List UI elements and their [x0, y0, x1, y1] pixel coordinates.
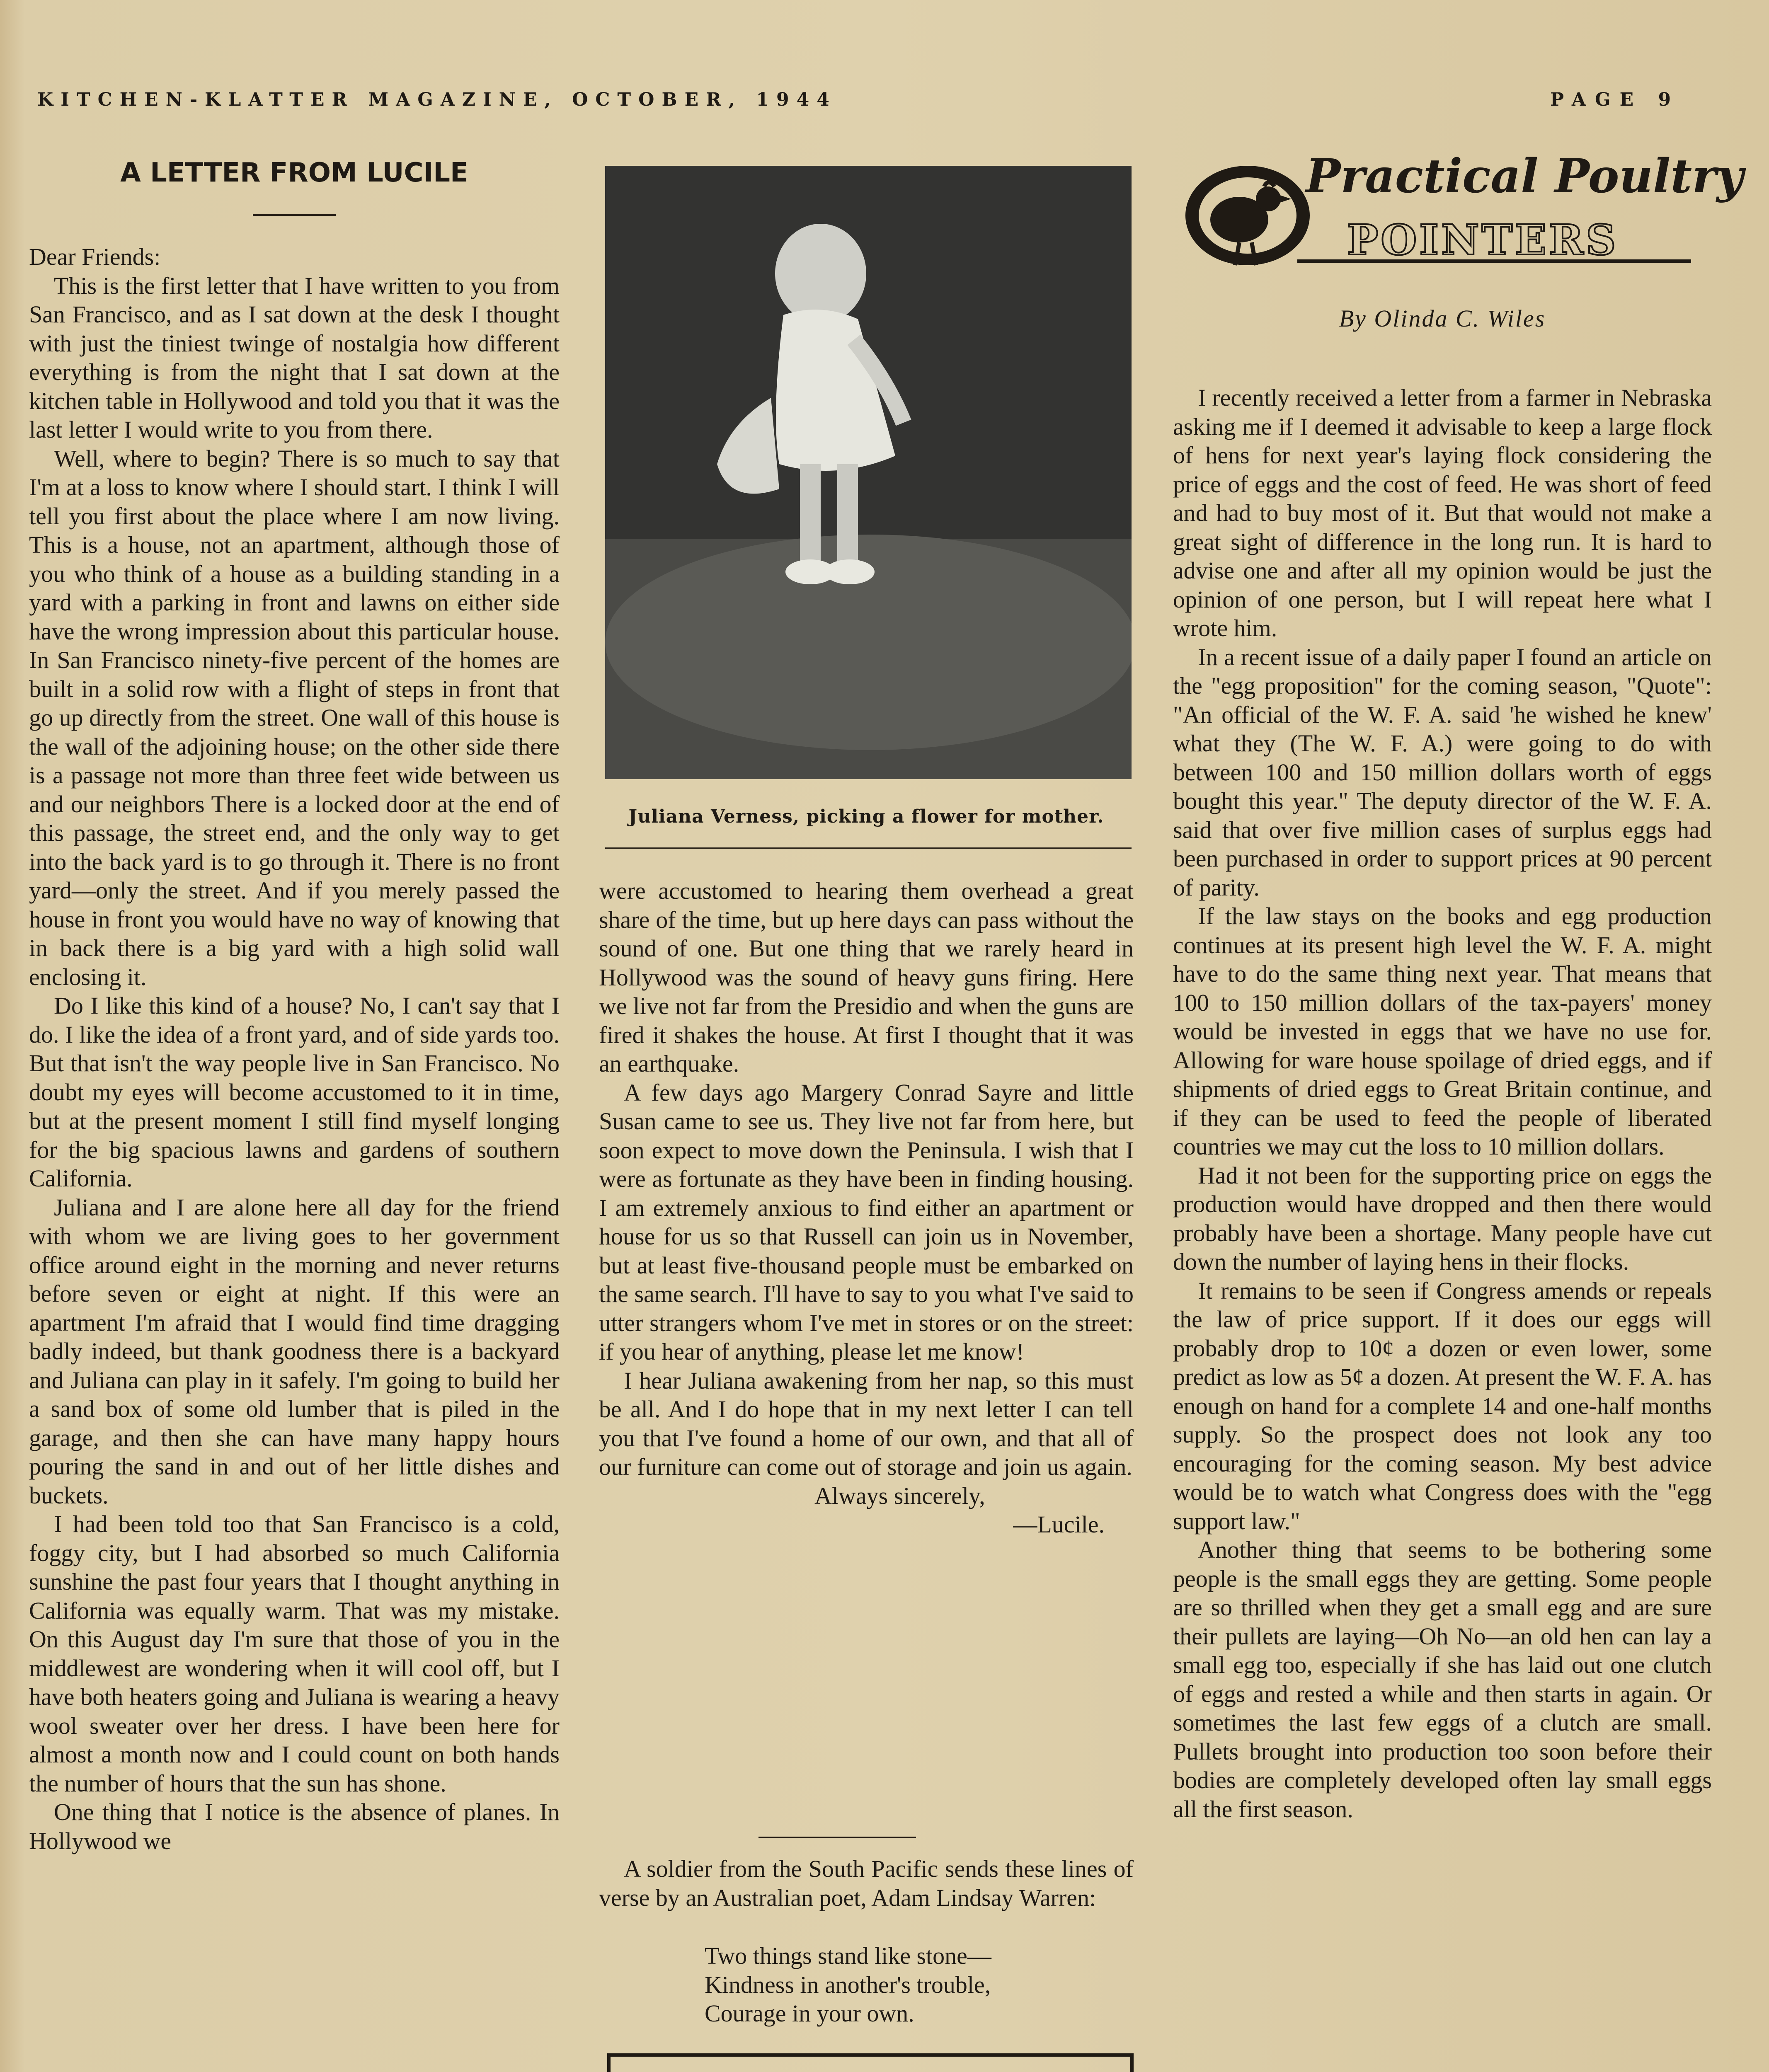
logo-line-2: POINTERS — [1347, 215, 1619, 264]
verse-lines — [705, 1941, 1161, 2028]
photo-caption: Juliana Verness, picking a flower for mother. — [628, 806, 1104, 827]
logo-line-1: Practical Poultry — [1306, 149, 1744, 203]
letter-paragraph: One thing that I notice is the absence of planes. In Hollywood we — [29, 1798, 560, 1854]
letter-paragraph: I had been told too that San Francisco is a cold, foggy city, but I had absorbed so much California sunshine the past four years that I thought anything in California was equally warm. That was my mistake. On this August day I'm sure that those of you in the middlewest are wondering when it will cool off, but I have both heaters going and Juliana is wearing a heavy wool sweater over her dress. I have been here for almost a month now and I could count on both hands the number of hours that the sun has shone. — [29, 1510, 560, 1797]
poultry-column — [1173, 383, 1712, 1823]
letter-paragraph: This is the first letter that I have written to you from San Francisco, and as I sat down at the desk I thought with just the tiniest twinge of nostalgia how different everything is from the night that I sat down at the kitchen table in Hollywood and told you that it was the last letter I would write to you from there. — [29, 272, 560, 443]
title-rule — [253, 214, 336, 216]
letter-closing: Always sincerely, — [814, 1482, 985, 1509]
child-photo-illustration — [605, 166, 1132, 779]
letter-greeting: Dear Friends: — [29, 243, 161, 270]
letter-paragraph: Do I like this kind of a house? No, I can't say that I do. I like the idea of a front yard, and of side yards too. But that isn't the way people live in San Francisco. No doubt my eyes will become accustomed to it in time, but at the present moment I still find myself longing for the big spacious lawns and gardens of southern California. — [29, 992, 560, 1192]
verse-line: Two things stand like stone— — [705, 1942, 991, 1969]
letter-signature: —Lucile. — [1013, 1511, 1105, 1538]
poultry-logo — [1173, 133, 1744, 298]
sentinel-ad — [607, 2053, 1134, 2072]
soldier-verse-intro — [599, 1854, 1134, 1912]
poultry-paragraph: In a recent issue of a daily paper I found an article on the "egg proposition" for the coming season, "Quote": "An official of the W. F. A. said 'he wished he knew' what they (The W. F. A.) were going to do with between 100 and 150 million dollars worth of eggs bought this year." The deputy director of the W. F. A. said that over five million cases of surplus eggs had been purchased in order to support prices at 90 percent of parity. — [1173, 643, 1712, 901]
letter-column-2 — [599, 876, 1134, 1539]
caption-rule — [605, 847, 1132, 849]
poultry-paragraph: It remains to be seen if Congress amends or repeals the law of price support. If it does our eggs will probably drop to 10¢ a dozen or even lower, some predict as low as 5¢ a dozen. At present the W. F. A. has enough on hand for a complete 14 and one-half months supply. So the prospect does not look any too encouraging for the coming season. My best advice would be to watch what Congress does with the "egg support law." — [1173, 1277, 1712, 1535]
poultry-paragraph: I recently received a letter from a farmer in Nebraska asking me if I deemed it advisable to keep a large flock of hens for next year's laying flock considering the price of eggs and the cost of feed. He was short of feed and had to buy most of it. But that would not make a great sight of difference in the long run. It is hard to advise one and after all my opinion would be just the opinion of one person, but I will repeat here what I wrote him. — [1173, 384, 1712, 641]
verse-intro-text: A soldier from the South Pacific sends these lines of verse by an Australian poet, Adam Lindsay Warren: — [599, 1855, 1134, 1911]
section-divider — [758, 1837, 916, 1838]
letter-column-1 — [29, 242, 560, 1855]
letter-paragraph: A few days ago Margery Conrad Sayre and little Susan came to see us. They live not far from here, but soon expect to move down the Peninsula. I wish that I were as fortunate as they have been in finding housing. I am extremely anxious to find either an apartment or house for us so that Russell can join us in November, but at least five-thousand people must be embarked on the same search. I'll have to say to you what I've said to utter strangers whom I've met in stores or on the street: if you hear of anything, please let me know! — [599, 1079, 1134, 1365]
letter-paragraph: were accustomed to hearing them overhead a great share of the time, but up here days can pass without the sound of one. But one thing that we rarely heard in Hollywood was the sound of heavy guns firing. Here we live not far from the Presidio and when the guns are fired it shakes the house. At first I thought that it was an earthquake. — [599, 877, 1134, 1077]
verse-line: Kindness in another's trouble, — [705, 1971, 991, 1998]
child-photo — [605, 166, 1132, 779]
poultry-paragraph: Had it not been for the supporting price on eggs the production would have dropped and then there would probably have been a shortage. Many people have cut down the number of laying hens in their flocks. — [1173, 1162, 1712, 1275]
poultry-paragraph: If the law stays on the books and egg production continues at its present high level the W. F. A. might have to do the same thing next year. That means that 100 to 150 million dollars of the tax-payers' money would be invested in eggs that we have no use for. Allowing for ware house spoilage of dried eggs, and if shipments of dried eggs to Great Britain continue, and if they can be used to feed the people of liberated countries we may cut the loss to 10 million dollars. — [1173, 903, 1712, 1160]
letter-paragraph: Well, where to begin? There is so much to say that I'm at a loss to know where I should start. I think I will tell you first about the place where I am now living. This is a house, not an apartment, although those of you who think of a house as a building standing in a yard with a parking in front and lawns on either side have the wrong impression about this particular house. In San Francisco ninety-five percent of the homes are built in a solid row with a flight of steps in front that go up directly from the street. One wall of this house is the wall of the adjoining house; on the other side there is a passage not more than three feet wide between us and our neighbors There is a locked door at the end of this passage, the street end, and the only way to get into the back yard is to go through it. There is no front yard—only the street. And if you merely passed the house in front you would have no way of knowing that in back there is a big yard with a high solid wall enclosing it. — [29, 445, 560, 990]
letter-title: A LETTER FROM LUCILE — [120, 157, 468, 188]
page-number: PAGE 9 — [1550, 89, 1680, 110]
verse-line: Courage in your own. — [705, 2000, 914, 2027]
running-header: KITCHEN-KLATTER MAGAZINE, OCTOBER, 1944 — [37, 89, 837, 110]
letter-paragraph: I hear Juliana awakening from her nap, so this must be all. And I do hope that in my next letter I can tell you that I've found a home of our own, and that all of our furniture can come out of storage and join us again. — [599, 1367, 1134, 1480]
letter-paragraph: Juliana and I are alone here all day for the friend with whom we are living goes to her government office around eight in the morning and never returns before seven or eight at night. If this were an apartment I'm afraid that I would find time dragging badly indeed, but thank goodness there is a backyard and Juliana can play in it safely. I'm going to build her a sand box of some old lumber that is piled in the garage, and then she can have many happy hours pouring the sand in and out of her little dishes and buckets. — [29, 1193, 560, 1509]
poultry-byline: By Olinda C. Wiles — [1339, 305, 1546, 332]
poultry-paragraph: Another thing that seems to be bothering some people is the small eggs they are getting. Some people are so thrilled when they get a small egg and are sure their pullets are laying—Oh No—an old hen can lay a small egg too, especially if she has laid out one clutch of eggs and rested a while and then starts in again. Or sometimes the last few eggs of a clutch are small. Pullets brought into production too soon before their bodies are completely developed often lay small eggs all the first season. — [1173, 1536, 1712, 1823]
